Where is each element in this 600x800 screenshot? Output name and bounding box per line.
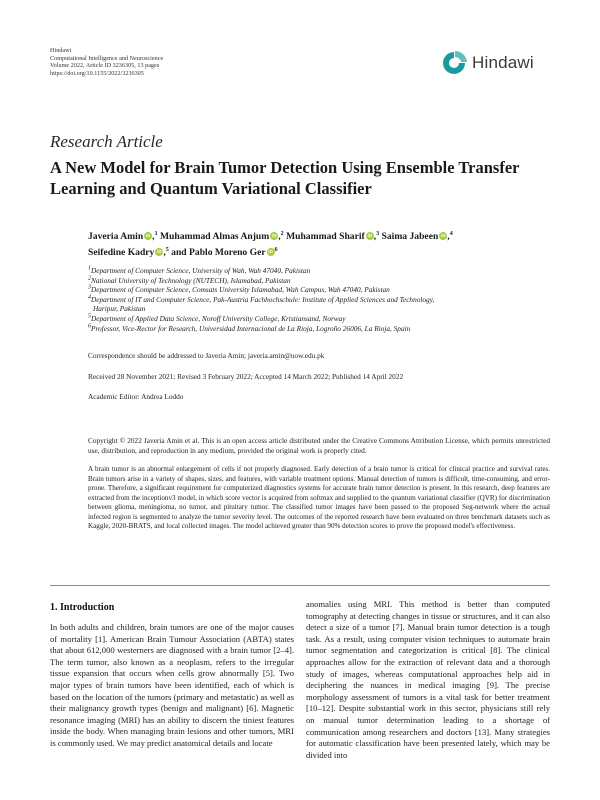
author-name[interactable]: Javeria Amin — [88, 231, 144, 242]
author-affiliation-number: 5 — [165, 246, 169, 253]
affiliation: $^6$Professor, Vice-Rector for Research, Universidad Internacional de La Rioja, Logroño 26006, La Rioja, Spain — [88, 323, 411, 333]
copyright-notice: Copyright © 2022 Javeria Amin et al. This is an open access article distributed under the Creative Commons Attribution License, which permits unrestricted use, distribution, and reproduction in any medium, provided the original work is properly cited. — [88, 436, 550, 455]
journal-header — [50, 47, 163, 77]
author-affiliation-number: 6 — [274, 246, 278, 253]
author-sep: , — [447, 231, 450, 242]
author-list: Javeria AminiD ,$^1$ Muhammad Almas AnjumiD ,$^2$ Muhammad SharifiD ,$^3$ Saima JabeeniD ,$^4$ Seifedine KadryiD ,$^5$ and Pablo Moreno GeriD $^6$ — [88, 229, 548, 260]
affiliation-list — [88, 266, 543, 333]
doi-link[interactable]: https://doi.org/10.1155/2022/3236305 — [50, 69, 144, 77]
journal-name: Computational Intelligence and Neuroscience — [50, 54, 164, 62]
affiliation: $^5$Department of Applied Data Science, Noroff University College, Kristiansand, Norway — [88, 313, 346, 323]
publication-dates: Received 28 November 2021; Revised 3 February 2022; Accepted 14 March 2022; Published 14 April 2022 — [88, 372, 404, 381]
article-type: Research Article — [50, 132, 163, 151]
author-name[interactable]: Muhammad Almas Anjum — [159, 231, 270, 242]
orcid-icon[interactable] — [439, 231, 450, 242]
orcid-icon[interactable] — [366, 231, 377, 242]
orcid-icon[interactable] — [267, 248, 275, 256]
author-name[interactable]: Muhammad Sharif — [286, 231, 365, 242]
author-affiliation-number: 2 — [280, 230, 284, 237]
author-sep: , — [373, 231, 377, 242]
orcid-icon[interactable] — [270, 231, 281, 242]
correspondence: Correspondence should be addressed to Javeria Amin; javeria.amin@uow.edu.pk — [88, 351, 325, 360]
intro-right-column: anomalies using MRI. This method is better than computed tomography at detecting changes in tissue or structures, and it can also detect a size of a tumor [7]. Manual brain tumor detection is a tough task. As a result, using computer vision techniques to automate brain tumor segmentation and categorization is critical [8]. The clinical approaches allow for the extraction of relevant data and a thorough study of images, whereas computational approaches help aid in deciphering the nuances in medical imaging [9]. The precise morphology assessment of tumors is a vital task for better treatment [10–12]. Despite substantial work in this sector, physicians still rely on manual tumor determination leading to a shortage of communication among researchers and doctors [13]. Many strategies for automatic classification have been presented lately, which may be divided into — [306, 599, 550, 760]
author-sep: , — [278, 231, 281, 242]
hindawi-logo-text: Hindawi — [472, 53, 534, 72]
orcid-icon[interactable] — [144, 231, 155, 242]
affiliation: $^2$National University of Technology (NUTECH), Islamabad, Pakistan — [88, 275, 291, 285]
section-heading: 1. Introduction — [50, 602, 115, 613]
author-affiliation-number: 1 — [154, 230, 158, 237]
author-name[interactable]: Seifedine Kadry — [88, 246, 155, 258]
author-name[interactable]: Pablo Moreno Ger — [189, 246, 266, 258]
affiliation: $^4$Department of IT and Computer Science, Pak-Austria Fachhochschule: Institute of Applied Sciences and Technology, Haripur, Pakistan — [88, 294, 435, 314]
author-sep: , — [152, 231, 155, 242]
volume-info: Volume 2022, Article ID 3236305, 13 pages — [50, 62, 160, 70]
section-divider — [50, 585, 550, 586]
affiliation: $^1$Department of Computer Science, University of Wah, Wah 47040, Pakistan — [88, 265, 311, 275]
author-name[interactable]: Saima Jabeen — [381, 231, 439, 242]
publisher-name: Hindawi — [50, 47, 72, 54]
affiliation: $^3$Department of Computer Science, Comsats University Islamabad, Wah Campus, Wah 47040, Pakistan — [88, 284, 390, 295]
intro-left-column: In both adults and children, brain tumors are one of the major causes of mortality [1]. American Brain Tumour Association (ABTA) states that about 612,000 westerners are diagnosed with a brain tumor [2–4]. The term tumor, also known as a neoplasm, refers to the irregular tissue expansion that occurs when cells grow abnormally [5]. Two major types of brain tumors have been identified, each of which is based on the location of the tumors (primary and metastatic) as well as their malignancy growth types (benign and malignant) [6]. Magnetic resonance imaging (MRI) has an ability to discern the tiniest features inside the body. When managing brain lesions and other tumors, MRI is commonly used. We may predict anatomical details and locate — [50, 622, 294, 748]
hindawi-logo — [440, 50, 534, 76]
hindawi-logo-icon — [440, 50, 468, 76]
academic-editor: Academic Editor: Andrea Loddo — [88, 392, 184, 401]
author-affiliation-number: 4 — [449, 230, 453, 237]
abstract: A brain tumor is an abnormal enlargement of cells if not properly diagnosed. Early detection of a brain tumor is critical for clinical practice and survival rates. Brain tumors arise in a variety of shapes, sizes, and features, with variable treatment options. Manual detection of tumors is difficult, time-consuming, and error-prone. Therefore, a significant requirement for computerized diagnostics systems for accurate brain tumor detection is present. In this research, deep features are extracted from the inceptionv3 model, in which score vector is acquired from softmax and supplied to the quantum variational classifier (QVR) for discrimination between glioma, meningioma, no tumor, and pituitary tumor. The classified tumor images have been passed to the proposed Seg-network where the actual infected region is segmented to analyze the tumor severity level. The outcomes of the reported research have been evaluated on three benchmark datasets such as Kaggle, 2020-BRATS, and local collected images. The model achieved greater than 90% detection scores to prove the proposed model's effectiveness. — [88, 465, 550, 531]
author-affiliation-number: 3 — [376, 230, 380, 237]
orcid-icon[interactable] — [155, 248, 163, 256]
article-title: A New Model for Brain Tumor Detection Using Ensemble Transfer Learning and Quantum Variational Classifier — [50, 158, 520, 198]
authors-and: and — [171, 246, 187, 258]
